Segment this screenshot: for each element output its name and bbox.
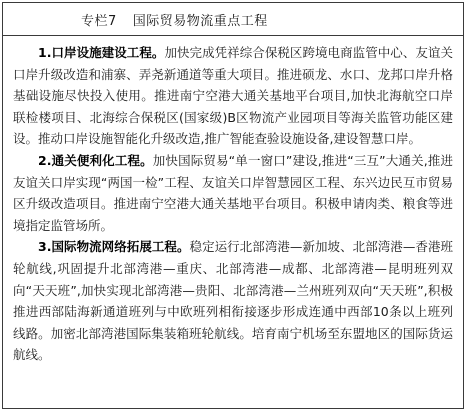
feature-box xyxy=(2,2,464,409)
section-heading: 2.通关便利化工程。 xyxy=(38,152,153,168)
section-text: 加快完成凭祥综合保税区跨境电商监管中心、友谊关口岸升级改造和浦寨、弄尧新通道等重大项目。推进硕龙、水口、龙邦口岸升格基础设施尽快投入使用。推进南宁空港大通关基地平台项目,加快北海航空口岸联检楼项目、北海综合保税区(国家级)B区物流产业园项目等海关监管功能区建设。推动口岸设施智能化升级改造,推广智能查验设施设备,建设智慧口岸。 xyxy=(13,45,453,147)
section-text: 稳定运行北部湾港—新加坡、北部湾港—香港班轮航线,巩固提升北部湾港—重庆、北部湾港—成都、北部湾港—昆明班列双向“天天班”,加快实现北部湾港—贵阳、北部湾港—兰州班列双向“天天班”,积极推进西部陆海新通道班列与中欧班列相衔接逐步形成连通中西部10条以上班列线路。加密北部湾港国际集装箱班轮航线。培育南宁机场至东盟地区的国际货运航线。 xyxy=(13,239,453,363)
section-heading: 1.口岸设施建设工程。 xyxy=(38,45,165,60)
box-body xyxy=(3,36,463,366)
section-customs-facilitation xyxy=(13,150,453,236)
section-logistics-network xyxy=(13,236,453,366)
section-heading: 3.国际物流网络拓展工程。 xyxy=(38,239,190,255)
box-title: 国际贸易物流重点工程 xyxy=(132,13,268,29)
box-title-bar xyxy=(3,3,463,36)
box-label: 专栏7 xyxy=(81,13,117,29)
section-text: 加快国际贸易“单一窗口”建设,推进“三互”大通关,推进友谊关口岸实现“两国一检”工程、友谊关口岸智慧园区工程、东兴边民互市贸易区升级改造项目。推进南宁空港大通关基地平台项目。积极申请肉类、粮食等进境指定监管场所。 xyxy=(13,152,453,233)
section-port-facilities xyxy=(13,42,453,150)
